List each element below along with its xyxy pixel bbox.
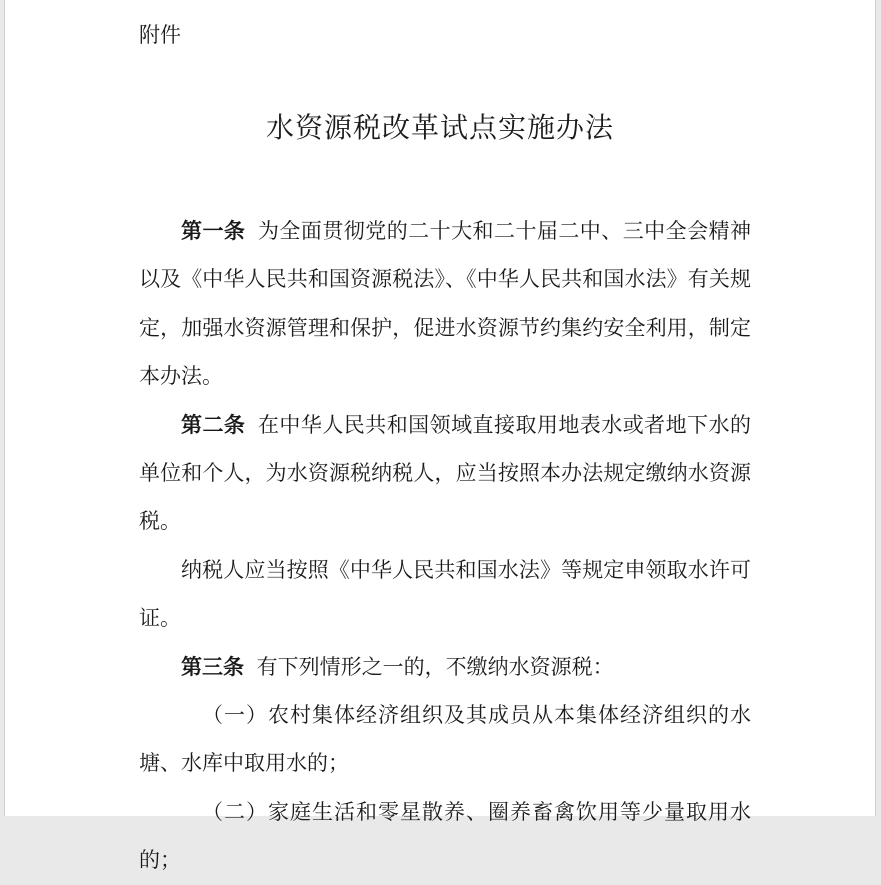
document-page	[4, 0, 876, 873]
paragraph-text: 纳税人应当按照《中华人民共和国水法》等规定申领取水许可证。	[139, 557, 751, 631]
article-text: 有下列情形之一的，不缴纳水资源税：	[256, 654, 614, 679]
list-item-text: （二）家庭生活和零星散养、圈养畜禽饮用等少量取用水的；	[139, 799, 751, 873]
attachment-label: 附件	[139, 23, 181, 47]
article-number: 第三条	[181, 654, 244, 679]
article-3-paragraph	[139, 643, 751, 691]
article-2-paragraph	[139, 401, 751, 546]
article-number: 第二条	[181, 412, 246, 437]
article-text: 在中华人民共和国领域直接取用地表水或者地下水的单位和个人，为水资源税纳税人，应当按照本办法规定缴纳水资源税。	[139, 412, 752, 534]
article-text: 为全面贯彻党的二十大和二十届二中、三中全会精神以及《中华人民共和国资源税法》、《中华人民共和国水法》有关规定，加强水资源管理和保护，促进水资源节约集约安全利用，制定本办法。	[139, 219, 752, 389]
document-title: 水资源税改革试点实施办法	[265, 111, 614, 144]
list-item-text: （一）农村集体经济组织及其成员从本集体经济组织的水塘、水库中取用水的；	[139, 703, 751, 776]
list-item-paragraph	[139, 788, 751, 885]
document-body	[139, 207, 751, 885]
body-paragraph	[139, 546, 751, 643]
article-number: 第一条	[181, 219, 246, 243]
list-item-paragraph	[139, 691, 751, 788]
article-1-paragraph	[139, 207, 751, 401]
